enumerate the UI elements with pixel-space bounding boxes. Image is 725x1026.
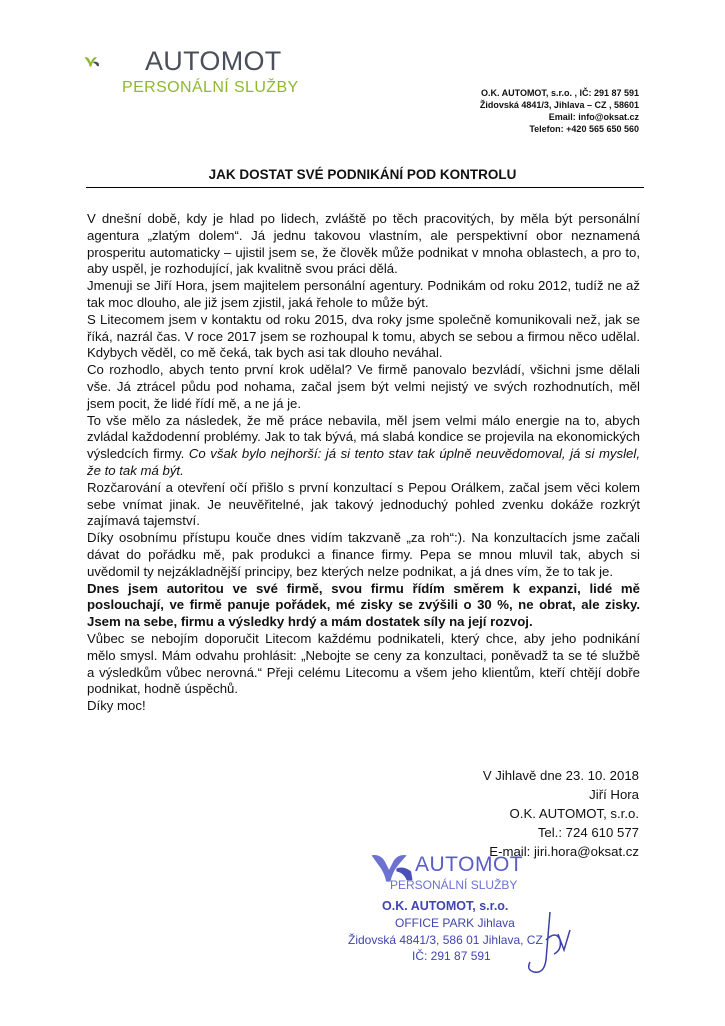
signer-phone: Tel.: 724 610 577 bbox=[537, 825, 639, 840]
stamp-name: AUTOMOT bbox=[415, 853, 524, 876]
paragraph: S Litecomem jsem v kontaktu od roku 2015, dva roky jsme společně komunikovali než, jak se říká, nazrál čas. V roce 2017 jsem se rozhoupal k tomu, abych se sebou a firmou něco udělal. Kdybych věděl, co mě čeká, tak bych asi tak dlouho neváhal. bbox=[87, 311, 640, 361]
paragraph: Vůbec se nebojím doporučit Litecom každému podnikateli, který chce, aby jeho podnikání mělo smysl. Mám odvahu prohlásit: „Nebojte se ceny za konzultaci, poněvadž ta se té službě a výsledkům vůbec nerovná.“ Přeji celému Litecomu a všem jeho klientům, kteří chtějí dobře podnikat, hodně úspěchů. bbox=[87, 630, 640, 697]
contact-address: Židovská 4841/3, Jihlava – CZ , 58601 bbox=[479, 100, 639, 110]
paragraph: Rozčarování a otevření očí přišlo s první konzultací s Pepou Orálkem, začal jsem věci kolem sebe vnímat jinak. Je neuvěřitelné, jak takový jednoduchý pohled zvenku dokáže rozkrýt zajímavá tajemství. bbox=[87, 479, 640, 529]
document-title: JAK DOSTAT SVÉ PODNIKÁNÍ POD KONTROLU bbox=[208, 167, 517, 182]
stamp-address: Židovská 4841/3, 586 01 Jihlava, CZ bbox=[348, 933, 543, 947]
paragraph: Jmenuji se Jiří Hora, jsem majitelem personální agentury. Podnikám od roku 2012, tudíž ne až tak moc dlouho, ale již jsem zjistil, jaká řehole to může být. bbox=[87, 278, 640, 310]
paragraph: Díky osobnímu přístupu kouče dnes vidím takzvaně „za roh“:). Na konzultacích jsme začali dávat do pořádku mě, pak produkci a finance firmy. Pepa se mnou mluvil tak, abych si uvědomil ty nejzákladnější principy, bez kterých nelze podnikat, a já dnes vím, že to tak je. bbox=[87, 530, 640, 579]
paragraph-italic-text: Co však bylo nejhorší: já si tento stav tak úplně neuvědomoval, já si myslel, že to tak má být. bbox=[87, 446, 640, 478]
contact-phone: Telefon: +420 565 650 560 bbox=[529, 124, 639, 134]
stamp-office: OFFICE PARK Jihlava bbox=[395, 916, 515, 930]
stamp-company: O.K. AUTOMOT, s.r.o. bbox=[382, 899, 509, 913]
signature-block bbox=[483, 766, 639, 861]
letter-body bbox=[87, 211, 640, 715]
handwritten-signature bbox=[520, 910, 580, 980]
paragraph: Co rozhodlo, abych tento první krok udělal? Ve firmě panovalo bezvládí, všichni jsme dělali vše. Já ztrácel půdu pod nohama, začal jsem být velmi nejistý ve svých rozhodnutích, měl jsem pocit, že lidé řídí mě, a ne já je. bbox=[87, 362, 640, 411]
place-date: V Jihlavě dne 23. 10. 2018 bbox=[482, 768, 639, 783]
signer-company: O.K. AUTOMOT, s.r.o. bbox=[509, 806, 639, 821]
paragraph: V dnešní době, kdy je hlad po lidech, zvláště po těch pracovitých, by měla být personální agentura „zlatým dolem“. Já jednu takovou vlastním, ale perspektivní obor neznamená prosperitu automaticky – ujistil jsem se, že člověk může podnikat v mnoha oblastech, a pro to, aby uspěl, je rozhodující, jak kvalitně svou práci dělá. bbox=[87, 211, 640, 277]
stamp-id: IČ: 291 87 591 bbox=[412, 949, 491, 963]
logo-name: AUTOMOT bbox=[145, 46, 282, 76]
logo-subtitle: PERSONÁLNÍ SLUŽBY bbox=[122, 79, 299, 96]
stamp-subtitle: PERSONÁLNÍ SLUŽBY bbox=[390, 878, 518, 892]
company-logo bbox=[84, 44, 144, 84]
signer-email: E-mail: jiri.hora@oksat.cz bbox=[489, 844, 639, 859]
paragraph: Díky moc! bbox=[87, 698, 146, 714]
contact-block bbox=[480, 87, 639, 135]
paragraph-text: To vše mělo za následek, že mě práce nebavila, měl jsem velmi málo energie na to, abych zvládal každodenní problémy. Jak to tak bývá, má slabá kondice se projevila na ekonomických výsledcích firmy. bbox=[87, 412, 640, 462]
contact-company: O.K. AUTOMOT, s.r.o. , IČ: 291 87 591 bbox=[480, 88, 639, 98]
paragraph-bold: Dnes jsem autoritou ve své firmě, svou firmu řídím směrem k expanzi, lidé mě poslouchají, ve firmě panuje pořádek, mé zisky se zvýšili o 30 %, ne obrat, ale zisky. Jsem na sebe, firmu a výsledky hrdý a mám dostatek síly na její rozvoj. bbox=[87, 580, 640, 630]
title-divider bbox=[86, 187, 644, 188]
contact-email: Email: info@oksat.cz bbox=[548, 112, 639, 122]
paragraph bbox=[87, 413, 640, 480]
signer-name: Jiří Hora bbox=[589, 787, 639, 802]
